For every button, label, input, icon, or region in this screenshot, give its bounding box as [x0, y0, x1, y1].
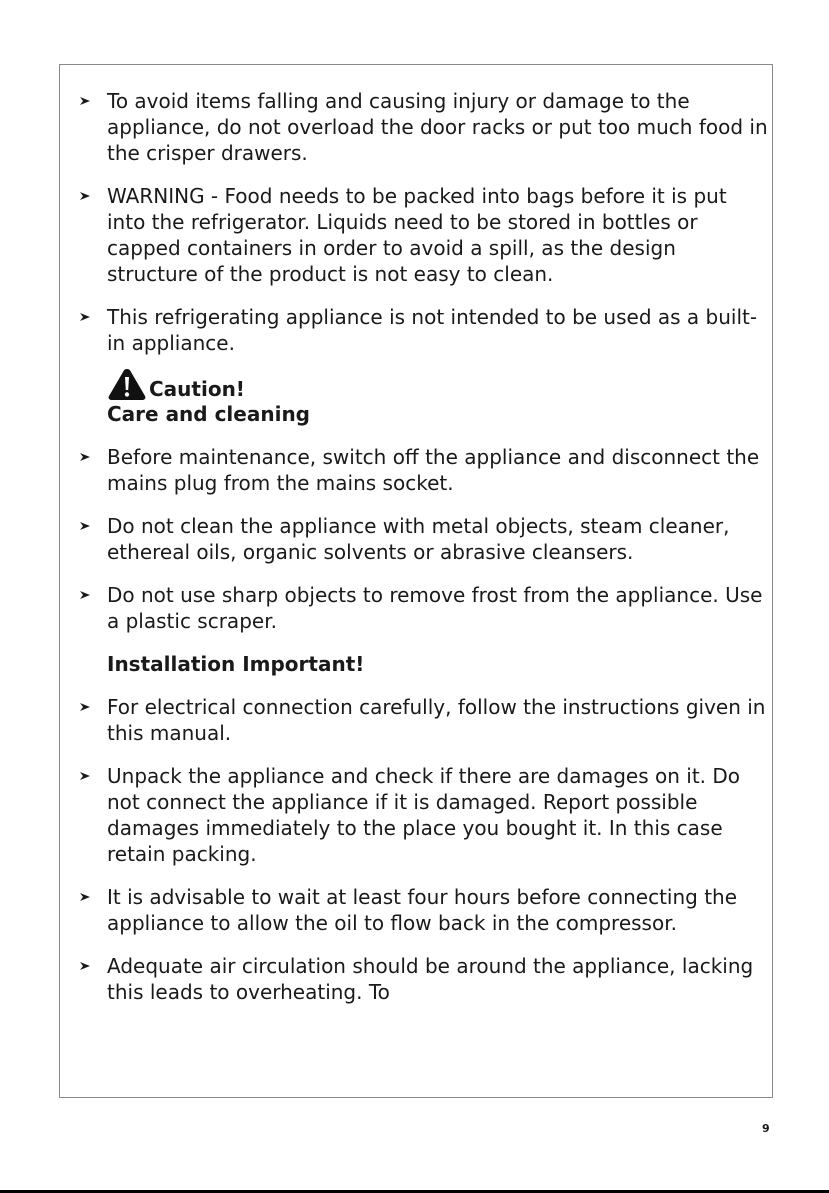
list-item [78, 694, 768, 746]
caution-row [78, 367, 768, 401]
arrow-bullet-icon [78, 94, 92, 108]
list-item [78, 582, 768, 634]
list-item [78, 88, 768, 166]
list-item [78, 953, 768, 1005]
arrow-bullet-icon [78, 959, 92, 973]
list-item [78, 763, 768, 867]
page-number: 9 [762, 1122, 770, 1135]
list-item-text: Do not clean the appliance with metal objects, steam cleaner, ethereal oils, organic solvents or abrasive cleansers. [107, 514, 730, 564]
list-item [78, 513, 768, 565]
care-cleaning-heading: Care and cleaning [107, 402, 310, 426]
list-item-text: To avoid items falling and causing injury or damage to the appliance, do not overload the door racks or put too much food in the crisper drawers. [107, 89, 768, 165]
installation-heading: Installation Important! [107, 652, 365, 676]
list-item [78, 884, 768, 936]
page-content [78, 88, 768, 1022]
list-item-text: WARNING - Food needs to be packed into bags before it is put into the refrigerator. Liquids need to be stored in bottles or capped containers in order to avoid a spill, as the design structure of the product is not easy to clean. [107, 184, 727, 286]
warning-triangle-icon [107, 367, 147, 401]
list-item-text: This refrigerating appliance is not intended to be used as a built-in appliance. [107, 305, 758, 355]
arrow-bullet-icon [78, 588, 92, 602]
arrow-bullet-icon [78, 310, 92, 324]
list-item-text: Unpack the appliance and check if there are damages on it. Do not connect the appliance if it is damaged. Report possible damages immediately to the place you bought it. In this case retain packing. [107, 764, 741, 866]
arrow-bullet-icon [78, 769, 92, 783]
arrow-bullet-icon [78, 890, 92, 904]
list-item-text: For electrical connection carefully, follow the instructions given in this manual. [107, 695, 766, 745]
list-item-text: Do not use sharp objects to remove frost from the appliance. Use a plastic scraper. [107, 583, 763, 633]
caution-label: Caution! [149, 377, 245, 401]
list-item-text: Before maintenance, switch off the appliance and disconnect the mains plug from the mains socket. [107, 445, 760, 495]
list-item-text: It is advisable to wait at least four hours before connecting the appliance to allow the oil to flow back in the compressor. [107, 885, 738, 935]
arrow-bullet-icon [78, 450, 92, 464]
list-item-text: Adequate air circulation should be around the appliance, lacking this leads to overheating. To [107, 954, 754, 1004]
list-item [78, 444, 768, 496]
arrow-bullet-icon [78, 519, 92, 533]
arrow-bullet-icon [78, 700, 92, 714]
list-item [78, 304, 768, 356]
arrow-bullet-icon [78, 189, 92, 203]
list-item [78, 183, 768, 287]
